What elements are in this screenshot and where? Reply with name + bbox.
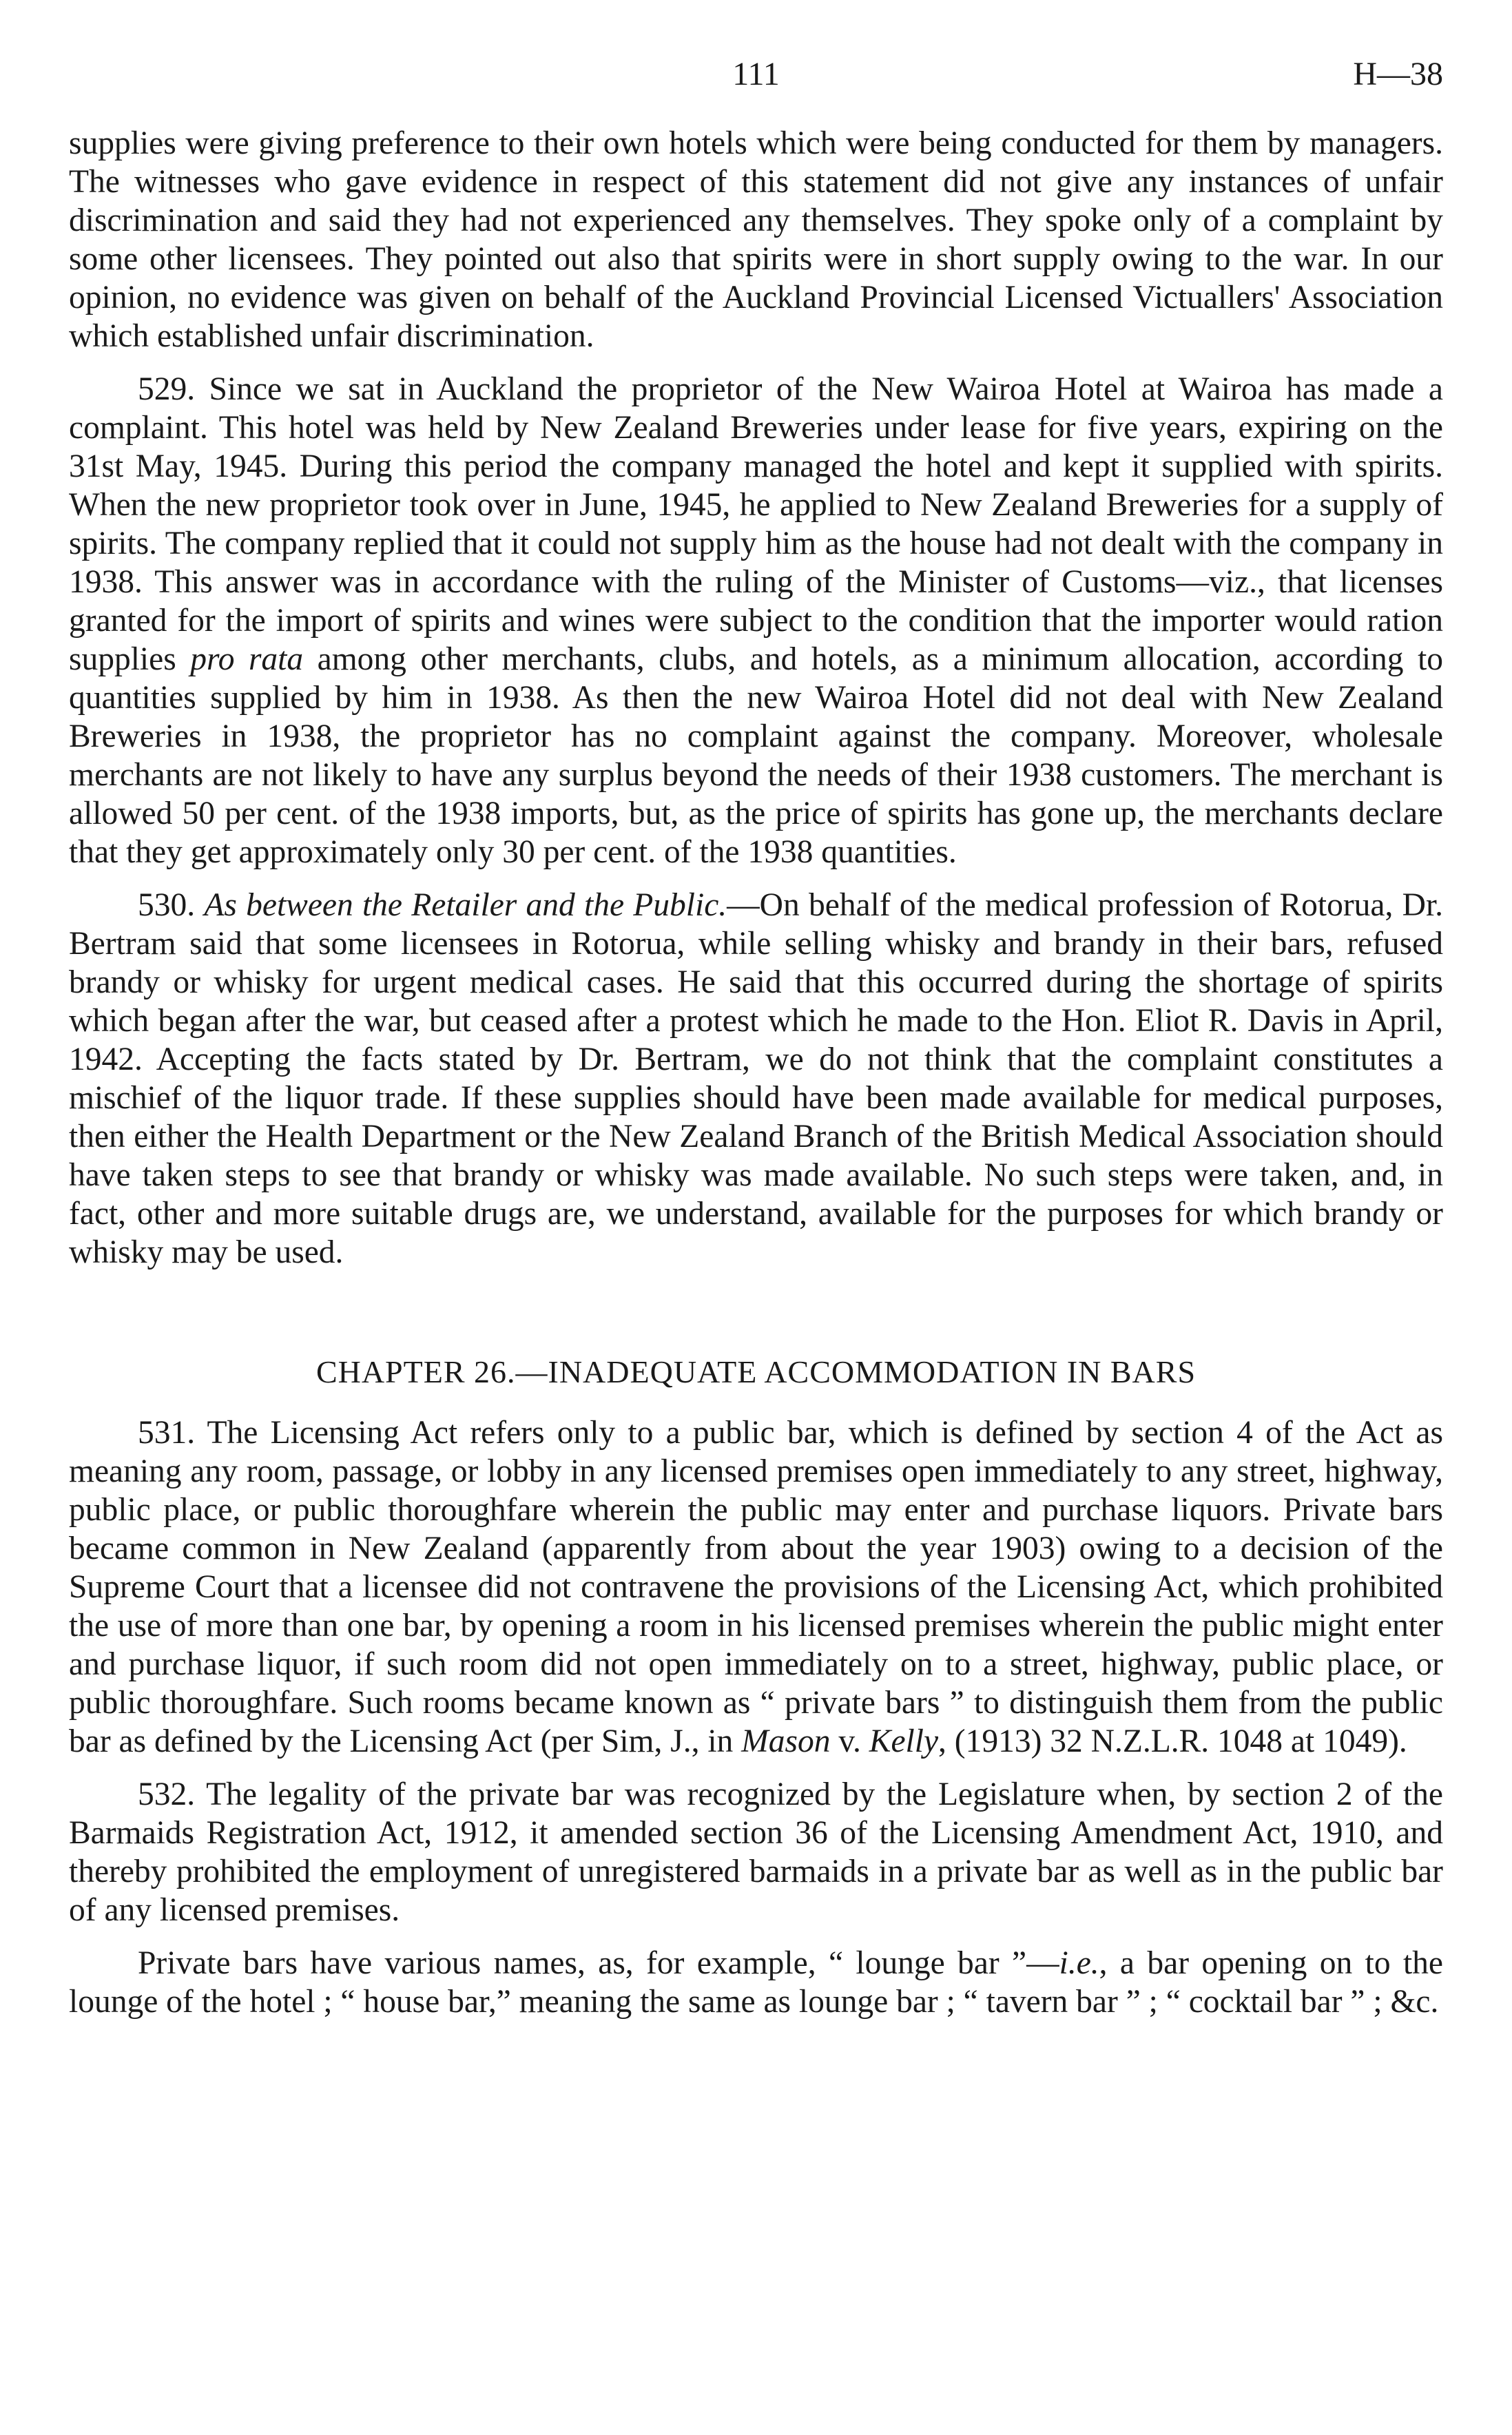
body-text (69, 124, 1443, 2021)
case-versus: v. (830, 1723, 869, 1759)
paragraph-text: supplies were giving preference to their own hotels which were being conducted for them by managers. The witnesses who gave evidence in respect of this statement did not give any instances of unfair discrimination and said they had not experienced any themselves. They spoke only of a complaint by some other licensees. They pointed out also that spirits were in short supply owing to the war. In our opinion, no evidence was given on behalf of the Auckland Provincial Licensed Victuallers' Association which established unfair discrimination. (69, 125, 1443, 354)
paragraph-532 (69, 1775, 1443, 1929)
paragraph-text: among other merchants, clubs, and hotels, as a minimum allocation, according to quantities supplied by him in 1938. As then the new Wairoa Hotel did not deal with New Zealand Breweries in 1938, the proprietor has no complaint against the company. Moreover, wholesale merchants are not likely to have any surplus beyond the needs of their 1938 customers. The merchant is allowed 50 per cent. of the 1938 imports, but, as the price of spirits has gone up, the merchants declare that they get approximately only 30 per cent. of the 1938 quantities. (69, 641, 1444, 870)
italic-phrase: pro rata (190, 641, 304, 677)
paragraph-530 (69, 886, 1443, 1272)
paragraph-529 (69, 370, 1443, 871)
chapter-heading: CHAPTER 26.—INADEQUATE ACCOMMODATION IN BARS (315, 1354, 1197, 1389)
paragraph-private-bars (69, 1944, 1443, 2021)
paragraph-text: Private bars have various names, as, for example, “ lounge bar ”— (138, 1945, 1059, 1981)
paragraph-number: 530. (138, 887, 205, 923)
paragraph-continued (69, 124, 1443, 355)
page-header (69, 55, 1443, 124)
paragraph-text: 531. The Licensing Act refers only to a public bar, which is defined by section 4 of the Act as meaning any room, passage, or lobby in any licensed premises open immediately to any street, highway, public place, or public thoroughfare wherein the public may enter and purchase liquors. Private bars became common in New Zealand (apparently from about the year 1903) owing to a decision of the Supreme Court that a licensee did not contravene the provisions of the Licensing Act, which prohibited the use of more than one bar, by opening a room in his licensed premises wherein the public might enter and purchase liquor, if such room did not open immediately on to a street, highway, public place, or public thoroughfare. Such rooms became known as “ private bars ” to distinguish them from the public bar as defined by the Licensing Act (per Sim, J., in (69, 1415, 1443, 1759)
document-page (69, 55, 1443, 2035)
paragraph-text: , a bar opening on to the lounge of the hotel ; “ house bar,” meaning the same as lounge bar ; “ tavern bar ” ; “ cocktail bar ” ; &c. (69, 1945, 1443, 2020)
paragraph-text: —On behalf of the medical profession of Rotorua, Dr. Bertram said that some licensees in Rotorua, while selling whisky and brandy in their bars, refused brandy or whisky for urgent medical cases. He said that this occurred during the shortage of spirits which began after the war, but ceased after a protest which he made to the Hon. Eliot R. Davis in April, 1942. Accepting the facts stated by Dr. Bertram, we do not think that the complaint constitutes a mischief of the liquor trade. If these supplies should have been made available for medical purposes, then either the Health Department or the New Zealand Branch of the British Medical Association should have taken steps to see that brandy or whisky was made available. No such steps were taken, and, in fact, other and more suitable drugs are, we understand, available for the purposes for which brandy or whisky may be used. (69, 887, 1444, 1270)
page-number: 111 (732, 56, 780, 92)
paragraph-531 (69, 1413, 1443, 1761)
paragraph-text: 532. The legality of the private bar was recognized by the Legislature when, by section 2 of the Barmaids Registration Act, 1912, it amended section 36 of the Licensing Amendment Act, 1910, and thereby prohibited the employment of unregistered barmaids in a private bar as well as in the public bar of any licensed premises. (69, 1776, 1443, 1928)
case-name-plaintiff: Mason (741, 1723, 831, 1759)
case-name-defendant: Kelly (869, 1723, 939, 1759)
paragraph-text: , (1913) 32 N.Z.L.R. 1048 at 1049). (938, 1723, 1407, 1759)
italic-abbreviation: i.e. (1059, 1945, 1099, 1981)
document-reference: H—38 (1353, 56, 1443, 92)
paragraph-text: 529. Since we sat in Auckland the proprietor of the New Wairoa Hotel at Wairoa has made a complaint. This hotel was held by New Zealand Breweries under lease for five years, expiring on the 31st May, 1945. During this period the company managed the hotel and kept it supplied with spirits. When the new proprietor took over in June, 1945, he applied to New Zealand Breweries for a supply of spirits. The company replied that it could not supply him as the house had not dealt with the company in 1938. This answer was in accordance with the ruling of the Minister of Customs—viz., that licenses granted for the import of spirits and wines were subject to the condition that the importer would ration supplies (69, 371, 1443, 677)
section-subheading: As between the Retailer and the Public. (204, 887, 727, 923)
